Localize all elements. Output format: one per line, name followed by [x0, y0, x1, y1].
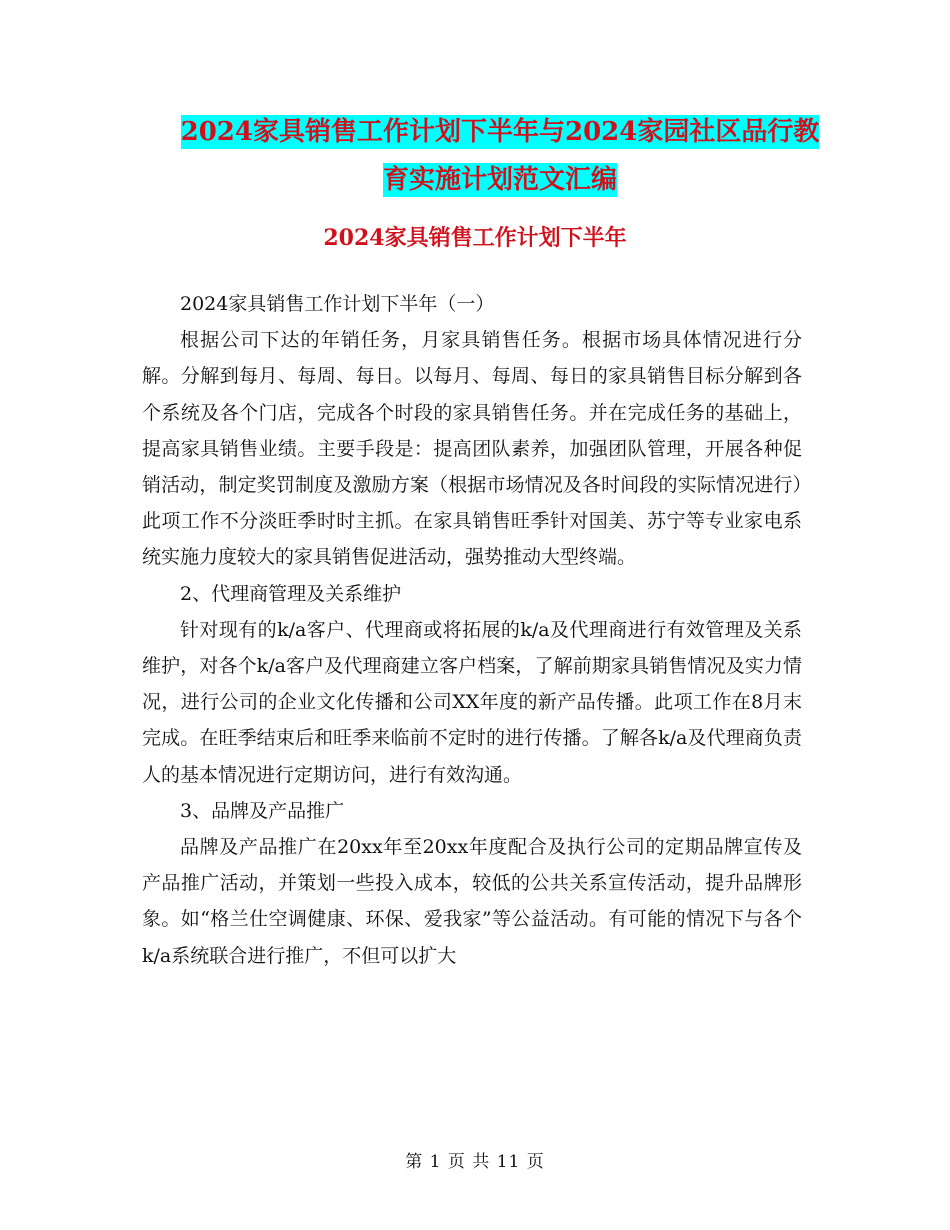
paragraph-subtitle: 2024家具销售工作计划下半年（一）	[180, 293, 495, 315]
document-title	[120, 108, 880, 204]
paragraph-heading: 3、品牌及产品推广	[180, 799, 345, 822]
paragraph: 针对现有的k/a客户、代理商或将拓展的k/a及代理商进行有效管理及关系维护，对各个k/a客户及代理商建立客户档案，了解前期家具销售情况及实力情况，进行公司的企业文化传播和公司XX年度的新产品传播。此项工作在8月末完成。在旺季结束后和旺季来临前不定时的进行传播。了解各k/a及代理商负责人的基本情况进行定期访问，进行有效沟通。	[142, 618, 802, 786]
section-title: 2024家具销售工作计划下半年	[323, 225, 627, 251]
document-title-line-2: 育实施计划范文汇编	[382, 165, 617, 195]
document-title-line-1: 2024家具销售工作计划下半年与2024家园社区品行教	[180, 117, 820, 147]
paragraph: 品牌及产品推广在20xx年至20xx年度配合及执行公司的定期品牌宣传及产品推广活动，并策划一些投入成本，较低的公共关系宣传活动，提升品牌形象。如“格兰仕空调健康、环保、爱我家”等公益活动。有可能的情况下与各个k/a系统联合进行推广，不但可以扩大	[142, 836, 802, 967]
paragraph-heading: 2、代理商管理及关系维护	[180, 582, 402, 605]
page-footer: 第 1 页 共 11 页	[405, 1152, 545, 1172]
document-body	[142, 286, 802, 974]
paragraph: 根据公司下达的年销任务，月家具销售任务。根据市场具体情况进行分解。分解到每月、每周、每日。以每月、每周、每日的家具销售目标分解到各个系统及各个门店，完成各个时段的家具销售任务。并在完成任务的基础上，提高家具销售业绩。主要手段是：提高团队素养，加强团队管理，开展各种促销活动，制定奖罚制度及激励方案（根据市场情况及各时间段的实际情况进行）此项工作不分淡旺季时时主抓。在家具销售旺季针对国美、苏宁等专业家电系统实施力度较大的家具销售促进活动，强势推动大型终端。	[142, 329, 802, 569]
